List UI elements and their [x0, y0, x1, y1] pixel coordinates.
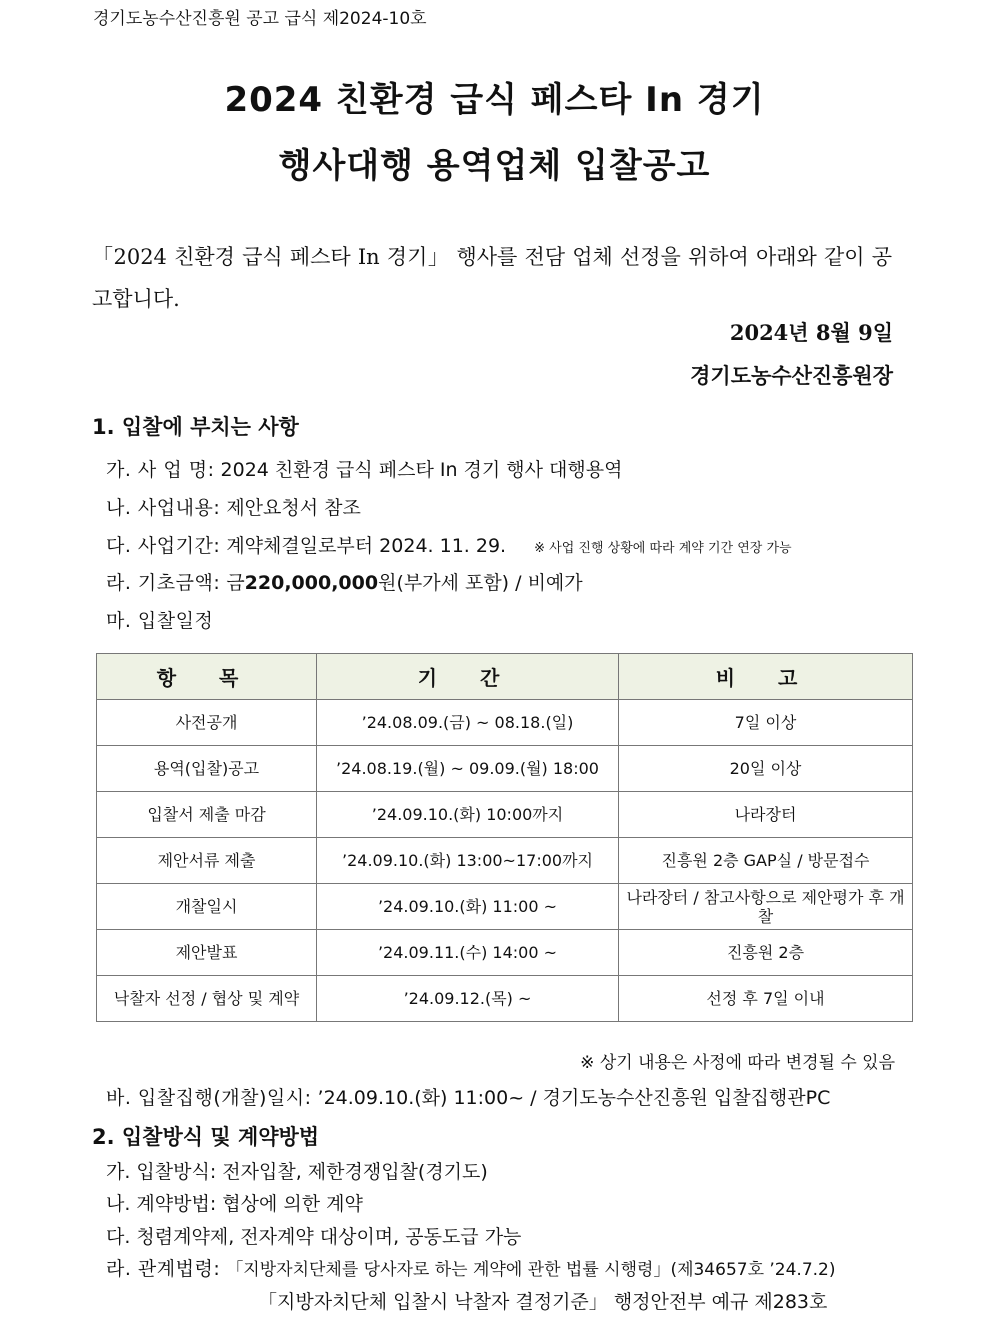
item-integrity-contract: 다. 청렴계약제, 전자계약 대상이며, 공동도급 가능: [106, 1226, 522, 1248]
item-value: 제안요청서 참조: [226, 497, 361, 519]
item-label: 나. 사업내용:: [106, 497, 221, 519]
item-value: 2024 친환경 급식 페스타 In 경기 행사 대행용역: [220, 459, 623, 481]
item-schedule-label: [106, 606, 213, 633]
section-2-title: 2. 입찰방식 및 계약방법: [92, 1125, 320, 1149]
intro-paragraph: 「2024 친환경 급식 페스타 In 경기」 행사를 전담 업체 선정을 위하여 아래와 같이 공고합니다.: [92, 245, 892, 311]
price-suffix: 원(부가세 포함) / 비예가: [378, 572, 583, 594]
table-row: [97, 700, 913, 746]
law-reference-2: 「지방자치단체 입찰시 낙찰자 결정기준」 행정안전부 예규 제283호: [258, 1291, 828, 1313]
item-contract-method: 나. 계약방법: 협상에 의한 계약: [106, 1193, 363, 1215]
cell-note: 선정 후 7일 이내: [619, 976, 913, 1022]
item-label: 바. 입찰집행(개찰)일시:: [106, 1087, 312, 1109]
item-project-content: [106, 493, 361, 520]
header-period: 기 간: [317, 654, 619, 700]
table-row: [97, 930, 913, 976]
cell-note: 나라장터 / 참고사항으로 제안평가 후 개찰: [619, 884, 913, 930]
announcement-date: 2024년 8월 9일: [729, 320, 893, 345]
item-value: ’24.09.10.(화) 11:00~ / 경기도농수산진흥원 입찰집행관PC: [317, 1087, 831, 1109]
title-line-1: 2024 친환경 급식 페스타 In 경기: [224, 80, 765, 120]
cell-item: 제안발표: [97, 930, 317, 976]
cell-note: 20일 이상: [619, 746, 913, 792]
cell-period: ’24.09.12.(목) ~: [317, 976, 619, 1022]
cell-period: ’24.08.09.(금) ~ 08.18.(일): [317, 700, 619, 746]
price-prefix: 금: [226, 572, 245, 594]
cell-item: 제안서류 제출: [97, 838, 317, 884]
item-value: 계약체결일로부터 2024. 11. 29.: [226, 535, 507, 557]
item-label: 가. 사 업 명:: [106, 459, 215, 481]
table-header-row: [97, 654, 913, 700]
cell-item: 용역(입찰)공고: [97, 746, 317, 792]
cell-item: 개찰일시: [97, 884, 317, 930]
cell-period: ’24.09.11.(수) 14:00 ~: [317, 930, 619, 976]
table-row: [97, 838, 913, 884]
item-label: 마. 입찰일정: [106, 610, 214, 632]
table-row: [97, 746, 913, 792]
cell-period: ’24.09.10.(화) 10:00까지: [317, 792, 619, 838]
item-project-period: [106, 531, 792, 558]
item-project-name: [106, 455, 622, 482]
cell-note: 진흥원 2층: [619, 930, 913, 976]
item-label: 다. 사업기간:: [106, 535, 221, 557]
table-row: [97, 792, 913, 838]
table-row: [97, 976, 913, 1022]
schedule-table: [96, 653, 913, 1022]
price-amount: 220,000,000: [244, 572, 379, 594]
item-bid-execution: [106, 1083, 830, 1110]
header-note: 비 고: [619, 654, 913, 700]
document-number: 경기도농수산진흥원 공고 급식 제2024-10호: [93, 9, 427, 29]
header-item: 항 목: [97, 654, 317, 700]
item-label: 라. 기초금액:: [106, 572, 221, 594]
cell-period: ’24.09.10.(화) 13:00~17:00까지: [317, 838, 619, 884]
item-bid-method: 가. 입찰방식: 전자입찰, 제한경쟁입찰(경기도): [106, 1161, 488, 1183]
cell-note: 진흥원 2층 GAP실 / 방문접수: [619, 838, 913, 884]
cell-period: ’24.08.19.(월) ~ 09.09.(월) 18:00: [317, 746, 619, 792]
cell-note: 7일 이상: [619, 700, 913, 746]
period-note: ※ 사업 진행 상황에 따라 계약 기간 연장 가능: [534, 541, 792, 556]
cell-note: 나라장터: [619, 792, 913, 838]
cell-period: ’24.09.10.(화) 11:00 ~: [317, 884, 619, 930]
cell-item: 입찰서 제출 마감: [97, 792, 317, 838]
cell-item: 낙찰자 선정 / 협상 및 계약: [97, 976, 317, 1022]
issuer: 경기도농수산진흥원장: [690, 364, 893, 388]
item-base-price: [106, 568, 583, 595]
item-related-laws: [106, 1254, 836, 1281]
title-line-2: 행사대행 용역업체 입찰공고: [278, 146, 711, 186]
law-reference-1: 「지방자치단체를 당사자로 하는 계약에 관한 법률 시행령」(제34657호 ’24.7.2): [226, 1260, 836, 1280]
cell-item: 사전공개: [97, 700, 317, 746]
section-1-title: 1. 입찰에 부치는 사항: [92, 415, 299, 439]
item-label: 라. 관계법령:: [106, 1258, 221, 1280]
table-row: [97, 884, 913, 930]
table-note: ※ 상기 내용은 사정에 따라 변경될 수 있음: [580, 1053, 895, 1073]
